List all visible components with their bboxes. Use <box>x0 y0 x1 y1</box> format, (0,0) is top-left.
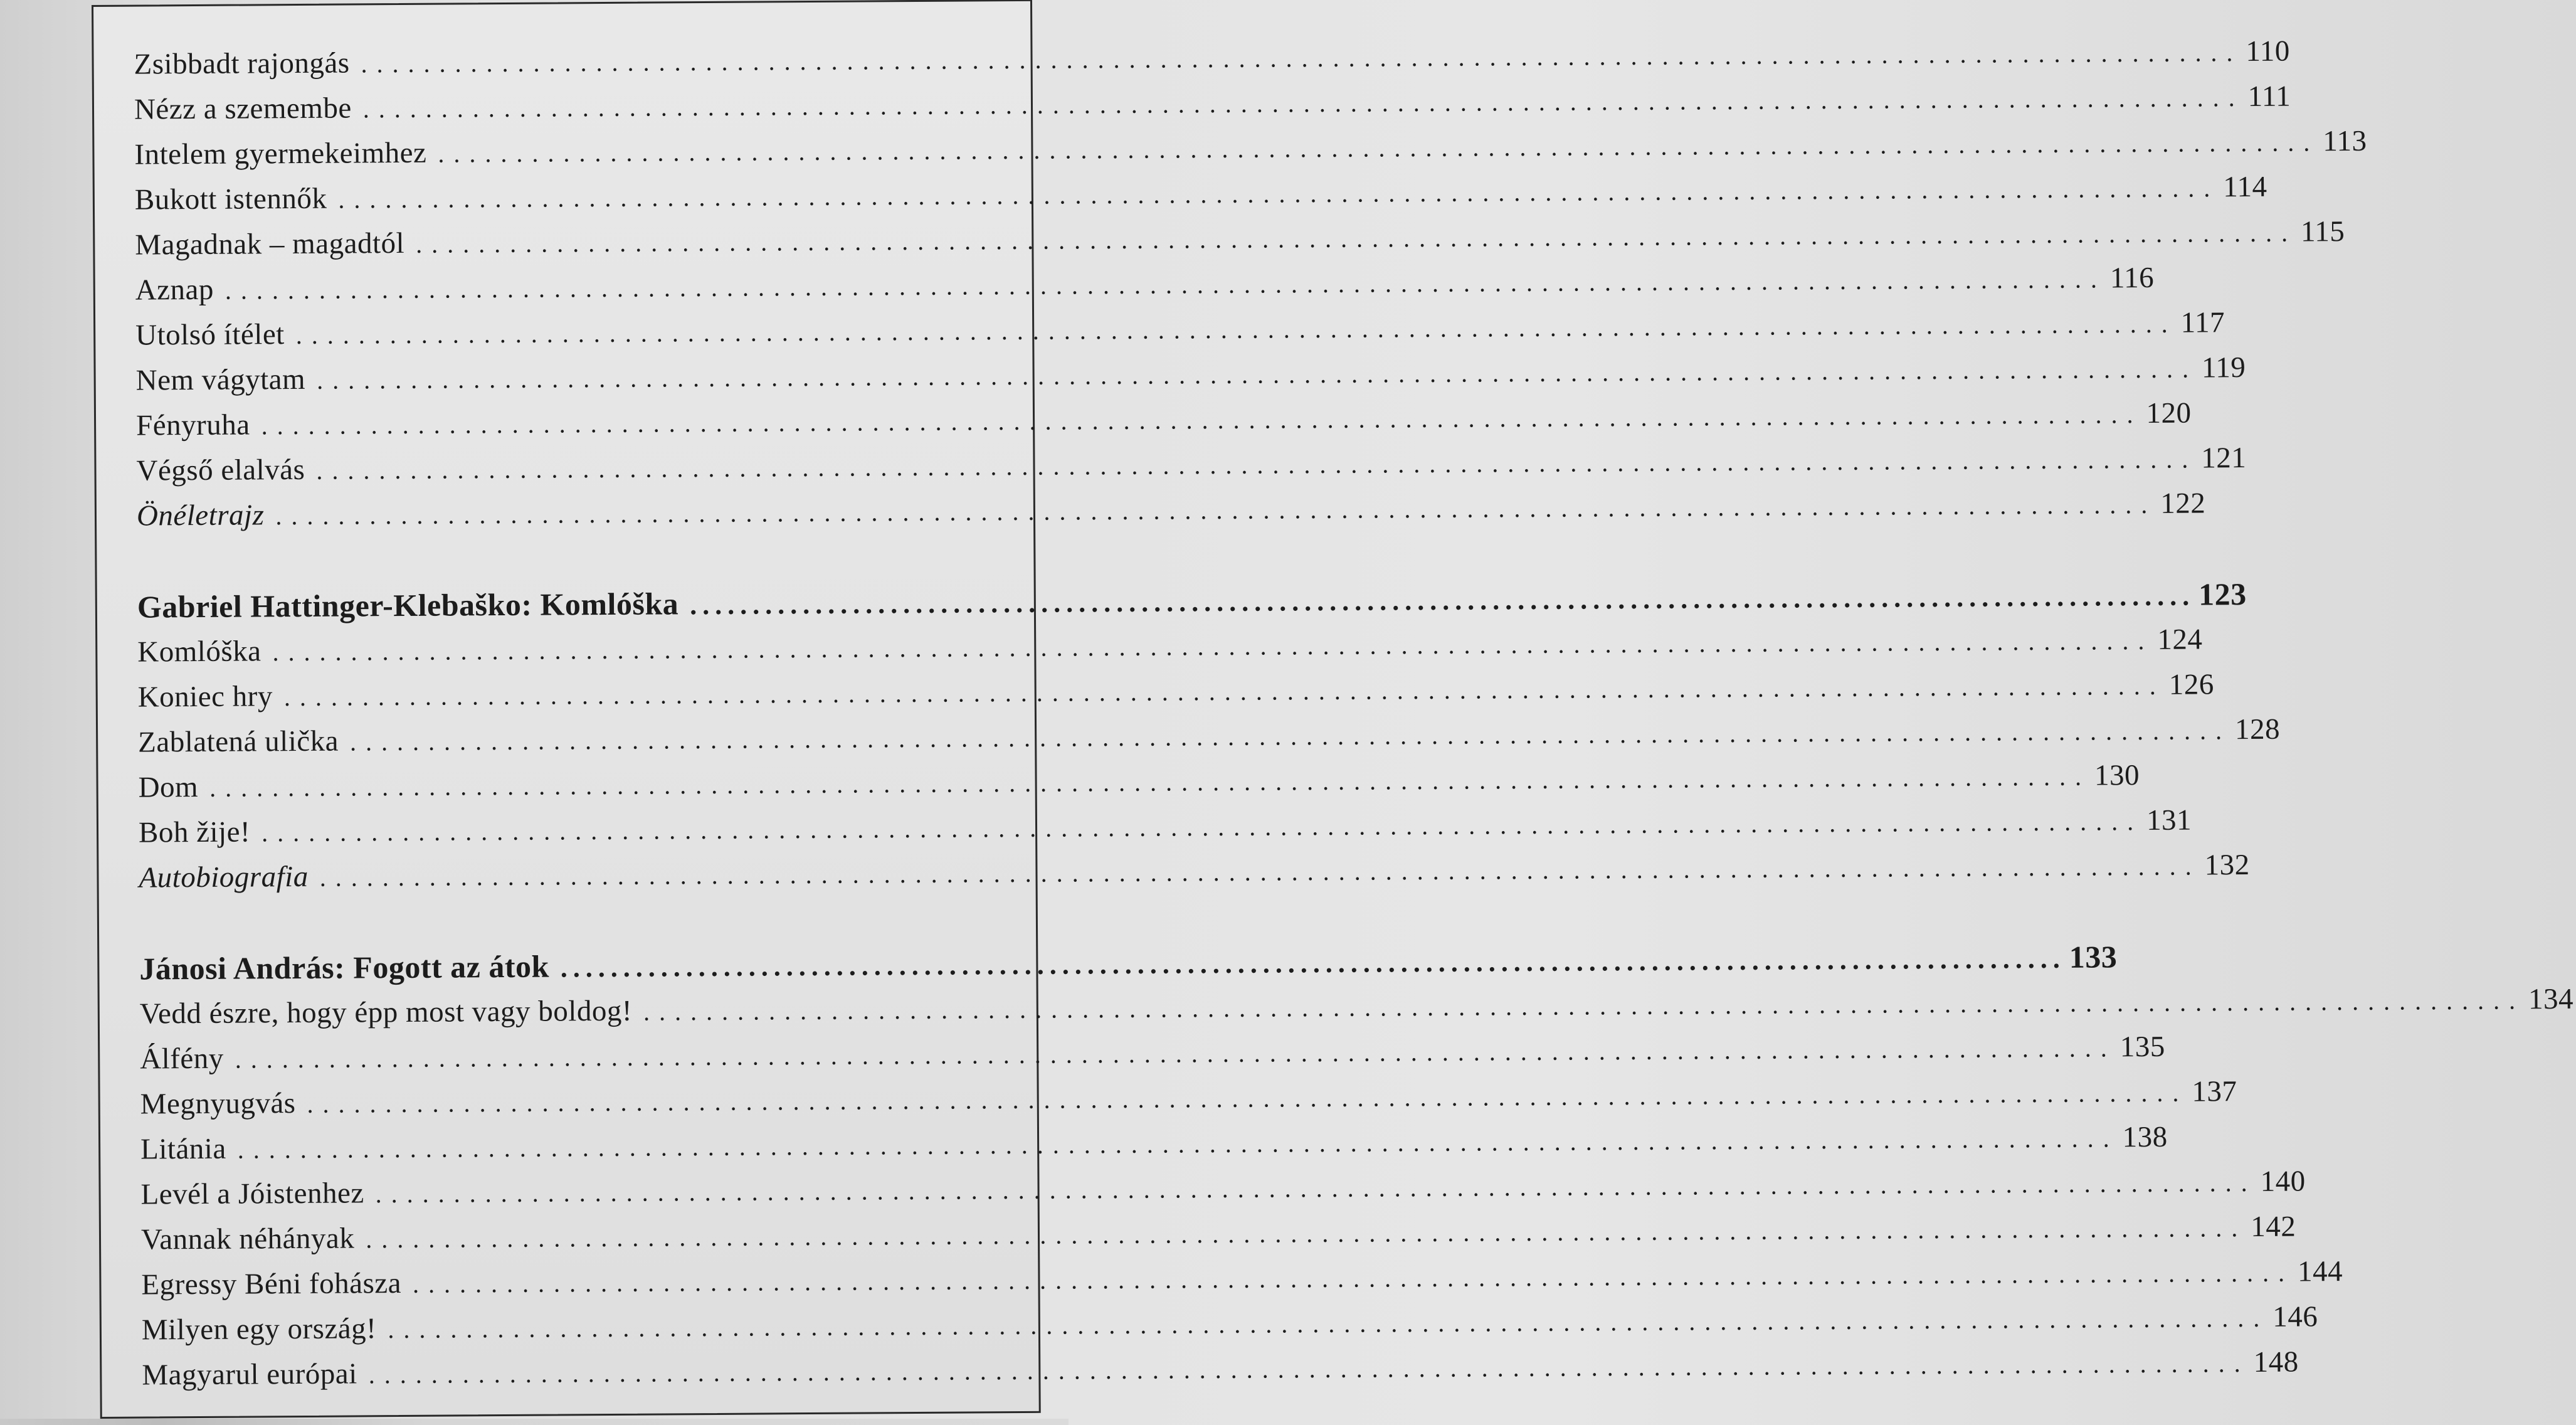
entry-title: Litánia <box>140 1132 226 1166</box>
page-number: 126 <box>2168 668 2214 701</box>
entry-title: Utolsó ítélet <box>135 318 285 352</box>
toc-entry <box>136 487 2206 538</box>
toc-entry <box>134 34 2290 87</box>
toc-entry <box>138 712 2281 765</box>
toc-entry <box>135 306 2225 358</box>
page-number: 119 <box>2201 351 2246 384</box>
dot-leader: ........................................................................................................................ <box>560 943 2066 983</box>
entry-title: Autobiografia <box>139 860 309 894</box>
page-number: 144 <box>2297 1255 2343 1288</box>
dot-leader: ........................................................................................................................ <box>643 986 2525 1026</box>
page-number: 111 <box>2247 80 2291 113</box>
toc-entry <box>139 849 2250 900</box>
page-number: 148 <box>2253 1345 2299 1379</box>
page-number: 135 <box>2119 1030 2165 1064</box>
entry-title: Álfény <box>140 1042 224 1076</box>
section-heading <box>137 576 2247 629</box>
dot-leader: ........................................................................................................................ <box>316 445 2198 485</box>
entry-title: Nézz a szemembe <box>134 92 352 126</box>
dot-leader: ........................................................................................................................ <box>237 1124 2119 1164</box>
page-number: 128 <box>2234 712 2281 746</box>
dot-leader: ........................................................................................................................ <box>261 400 2143 440</box>
page-number: 121 <box>2201 442 2247 475</box>
dot-leader: ........................................................................................................................ <box>366 1214 2247 1254</box>
entry-title: Végső elalvás <box>136 453 305 487</box>
entry-title: Zablatená ulička <box>138 724 339 759</box>
dot-leader: ........................................................................................................................ <box>209 762 2091 802</box>
page-number: 133 <box>2069 939 2118 975</box>
toc-entry <box>140 1210 2296 1262</box>
entry-title: Magadnak – magadtól <box>135 226 405 262</box>
entry-title: Gabriel Hattinger-Klebaško: Komlóška <box>137 586 679 625</box>
page-number: 132 <box>2204 849 2250 882</box>
toc-entry <box>141 1300 2318 1352</box>
toc-entry <box>135 261 2155 312</box>
entry-title: Egressy Béni fohásza <box>141 1267 402 1301</box>
dot-leader: ........................................................................................................................ <box>316 354 2199 395</box>
section-spacer <box>137 533 998 584</box>
toc-entry <box>139 982 2574 1036</box>
entry-title: Aznap <box>135 273 214 307</box>
entry-title: Vannak néhányak <box>140 1222 355 1256</box>
entry-title: Intelem gyermekeimhez <box>134 136 427 171</box>
page-number: 123 <box>2198 576 2247 612</box>
toc-entry <box>141 1255 2343 1307</box>
toc-entry <box>140 1075 2237 1126</box>
dot-leader: ........................................................................................................................ <box>438 128 2320 168</box>
entry-title: Fényruha <box>135 408 250 442</box>
section-spacer <box>139 895 1001 946</box>
page-number: 110 <box>2246 34 2290 68</box>
entry-title: Zsibbadt rajongás <box>134 46 350 81</box>
page-number: 124 <box>2157 623 2203 656</box>
dot-leader: ........................................................................................................................ <box>338 174 2220 214</box>
page-number: 134 <box>2528 982 2574 1016</box>
entry-title: Levél a Jóistenhez <box>140 1177 364 1211</box>
page-number: 131 <box>2146 803 2192 837</box>
dot-leader: ........................................................................................................................ <box>275 490 2157 531</box>
book-page <box>92 0 2574 1419</box>
dot-leader: ........................................................................................................................ <box>319 852 2201 892</box>
dot-leader: ........................................................................................................................ <box>349 716 2232 756</box>
page-number: 137 <box>2192 1075 2237 1108</box>
dot-leader: ........................................................................................................................ <box>415 218 2298 258</box>
page-number: 113 <box>2323 124 2367 158</box>
dot-leader: ........................................................................................................................ <box>261 807 2143 847</box>
toc-entry <box>135 396 2192 448</box>
page-number: 114 <box>2223 170 2267 204</box>
toc-entry <box>140 1120 2168 1172</box>
dot-leader: ........................................................................................................................ <box>412 1258 2294 1298</box>
page-number: 130 <box>2094 759 2140 792</box>
entry-title: Bukott istennők <box>134 182 327 216</box>
toc-entry <box>134 170 2267 222</box>
dot-leader: ........................................................................................................................ <box>362 83 2244 124</box>
page-number: 120 <box>2146 396 2192 430</box>
toc-entry <box>135 215 2345 267</box>
page-edge <box>0 1419 1069 1425</box>
toc-entry <box>135 351 2246 403</box>
entry-title: Komlóška <box>137 635 261 669</box>
toc-entry <box>136 442 2247 493</box>
dot-leader: ........................................................................................................................ <box>388 1303 2269 1344</box>
toc-entry <box>140 1030 2165 1081</box>
toc-entry <box>134 124 2367 177</box>
page-number: 117 <box>2180 306 2225 339</box>
toc-entry <box>134 80 2291 132</box>
entry-title: Milyen egy ország! <box>141 1312 377 1347</box>
table-of-contents <box>134 34 2574 1397</box>
page-number: 116 <box>2109 261 2155 295</box>
dot-leader: ........................................................................................................................ <box>224 265 2107 305</box>
dot-leader: ........................................................................................................................ <box>307 1078 2188 1118</box>
entry-title: Vedd észre, hogy épp most vagy boldog! <box>139 994 633 1030</box>
dot-leader: ........................................................................................................................ <box>690 580 2195 621</box>
section-heading <box>139 939 2118 991</box>
entry-title: Magyarul európai <box>142 1357 357 1392</box>
page-number: 138 <box>2122 1120 2168 1154</box>
entry-title: Boh žije! <box>138 815 251 849</box>
toc-entry <box>138 759 2140 810</box>
toc-entry <box>140 1165 2306 1217</box>
dot-leader: ........................................................................................................................ <box>375 1168 2257 1209</box>
dot-leader: ........................................................................................................................ <box>235 1034 2116 1074</box>
page-number: 122 <box>2160 487 2206 520</box>
toc-entry <box>137 668 2214 719</box>
entry-title: Dom <box>138 770 199 804</box>
entry-title: Önéletrajz <box>136 499 265 532</box>
entry-title: Jánosi András: Fogott az átok <box>139 948 549 987</box>
page-number: 140 <box>2260 1165 2306 1198</box>
page-number: 142 <box>2251 1210 2296 1244</box>
page-number: 115 <box>2300 215 2345 248</box>
dot-leader: ........................................................................................................................ <box>361 38 2242 78</box>
entry-title: Koniec hry <box>137 680 273 714</box>
dot-leader: ........................................................................................................................ <box>283 671 2165 712</box>
entry-title: Nem vágytam <box>135 363 306 397</box>
toc-entry <box>137 623 2203 674</box>
dot-leader: ........................................................................................................................ <box>295 309 2177 350</box>
page-number: 146 <box>2272 1300 2318 1333</box>
entry-title: Megnyugvás <box>140 1087 296 1121</box>
dot-leader: ........................................................................................................................ <box>272 626 2154 667</box>
dot-leader: ........................................................................................................................ <box>368 1349 2250 1389</box>
toc-entry <box>142 1345 2299 1397</box>
toc-entry <box>138 803 2192 855</box>
